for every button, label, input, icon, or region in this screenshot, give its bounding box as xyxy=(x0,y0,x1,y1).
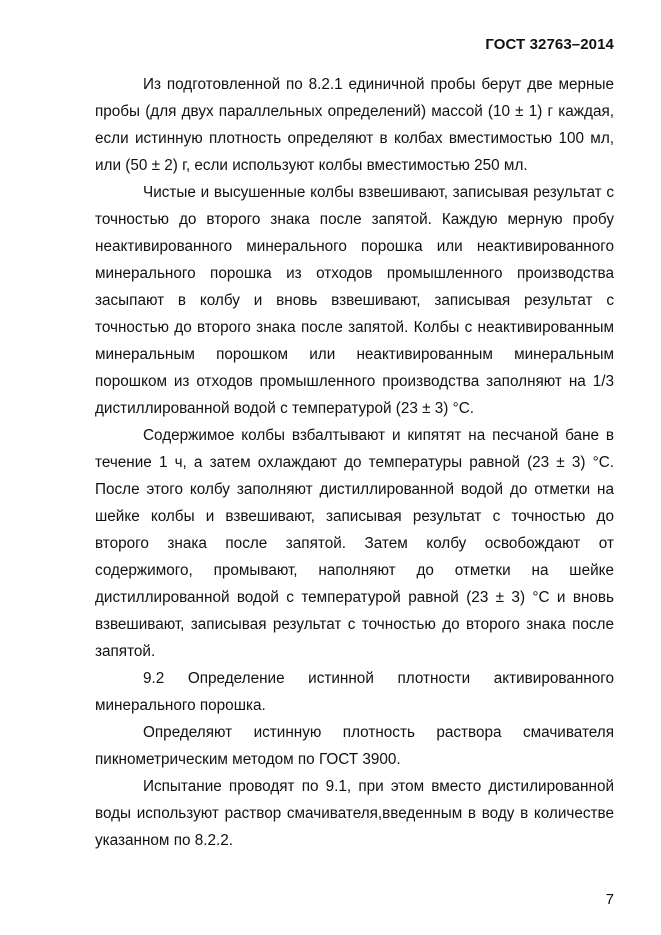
paragraph-test-procedure: Испытание проводят по 9.1, при этом вместо дистилированной воды используют раствор смачивателя,введенным в воду в количестве указанном по 8.2.2. xyxy=(95,778,614,849)
document-code-header: ГОСТ 32763–2014 xyxy=(485,36,614,53)
paragraph-wetting-agent-density: Определяют истинную плотность раствора смачивателя пикнометрическим методом по ГОСТ 3900. xyxy=(95,724,614,768)
document-body xyxy=(95,71,614,854)
paragraph-flask-weighing: Чистые и высушенные колбы взвешивают, записывая результат с точностью до второго знака после запятой. Каждую мерную пробу неактивированного минерального порошка или неактивированного минерального порошка из отходов промышленного производства засыпают в колбу и вновь взвешивают, записывая результат с точностью до второго знака после запятой. Колбы с неактивированным минеральным порошком или неактивированным минеральным порошком из отходов промышленного производства заполняют на 1/3 дистиллированной водой с температурой (23 ± 3) °С. xyxy=(95,184,614,417)
section-heading-9-2: 9.2 Определение истинной плотности активированного минерального порошка. xyxy=(95,670,614,714)
paragraph-boiling: Содержимое колбы взбалтывают и кипятят на песчаной бане в течение 1 ч, а затем охлаждают до температуры равной (23 ± 3) °С. После этого колбу заполняют дистиллированной водой до отметки на шейке колбы и взвешивают, записывая результат с точностью до второго знака после запятой. Затем колбу освобождают от содержимого, промывают, наполняют до отметки на шейке дистиллированной водой с температурой равной (23 ± 3) °С и вновь взвешивают, записывая результат с точностью до второго знака после запятой. xyxy=(95,427,614,660)
paragraph-sampling: Из подготовленной по 8.2.1 единичной пробы берут две мерные пробы (для двух параллельных определений) массой (10 ± 1) г каждая, если истинную плотность определяют в колбах вместимостью 100 мл, или (50 ± 2) г, если используют колбы вместимостью 250 мл. xyxy=(95,76,614,174)
page-number: 7 xyxy=(605,891,614,908)
